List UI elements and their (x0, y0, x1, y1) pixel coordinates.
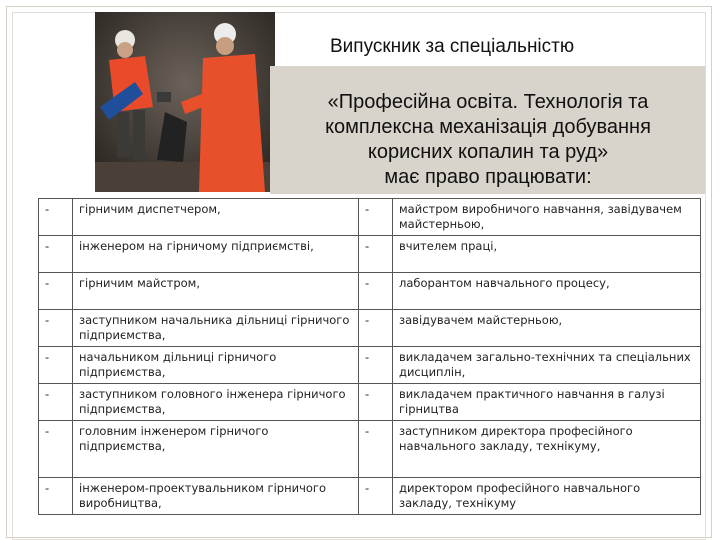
row-dash: - (359, 347, 393, 384)
table-row (39, 347, 701, 384)
job-left: головним інженером гірничого підприємства, (73, 421, 359, 478)
table-row (39, 236, 701, 273)
specialty-line-1: «Професійна освіта. Технологія та (327, 91, 649, 113)
job-left: інженером-проектувальником гірничого виробництва, (73, 478, 359, 515)
row-dash: - (359, 421, 393, 478)
row-dash: - (39, 273, 73, 310)
slide-title: Випускник за спеціальністю (330, 36, 575, 57)
job-left: гірничим майстром, (73, 273, 359, 310)
job-right: директором професійного навчального закладу, технікуму (393, 478, 701, 515)
row-dash: - (359, 236, 393, 273)
table-row (39, 384, 701, 421)
job-right: майстром виробничого навчання, завідувачем майстерньою, (393, 199, 701, 236)
row-dash: - (359, 199, 393, 236)
row-dash: - (39, 347, 73, 384)
row-dash: - (39, 421, 73, 478)
specialty-text (278, 90, 698, 190)
row-dash: - (39, 478, 73, 515)
job-right: лаборантом навчального процесу, (393, 273, 701, 310)
job-right: вчителем праці, (393, 236, 701, 273)
row-dash: - (359, 273, 393, 310)
specialty-line-3: корисних копалин та руд» (367, 141, 609, 163)
row-dash: - (359, 478, 393, 515)
job-left: заступником начальника дільниці гірничого підприємства, (73, 310, 359, 347)
row-dash: - (39, 236, 73, 273)
row-dash: - (359, 310, 393, 347)
job-left: начальником дільниці гірничого підприємства, (73, 347, 359, 384)
job-right: заступником директора професійного навчального закладу, технікуму, (393, 421, 701, 478)
row-dash: - (39, 310, 73, 347)
row-dash: - (359, 384, 393, 421)
job-left: гірничим диспетчером, (73, 199, 359, 236)
job-left: інженером на гірничому підприємстві, (73, 236, 359, 273)
table-row (39, 199, 701, 236)
table-row (39, 273, 701, 310)
row-dash: - (39, 384, 73, 421)
table-row (39, 310, 701, 347)
row-dash: - (39, 199, 73, 236)
job-left: заступником головного інженера гірничого підприємства, (73, 384, 359, 421)
job-right: завідувачем майстерньою, (393, 310, 701, 347)
table-row (39, 478, 701, 515)
table-row (39, 421, 701, 478)
jobs-table (38, 198, 701, 515)
job-right: викладачем загально-технічних та спеціальних дисциплін, (393, 347, 701, 384)
specialty-line-4: має право працювати: (384, 166, 592, 188)
miners-photo (95, 12, 275, 192)
specialty-line-2: комплексна механізація добування (325, 116, 651, 138)
job-right: викладачем практичного навчання в галузі гірництва (393, 384, 701, 421)
